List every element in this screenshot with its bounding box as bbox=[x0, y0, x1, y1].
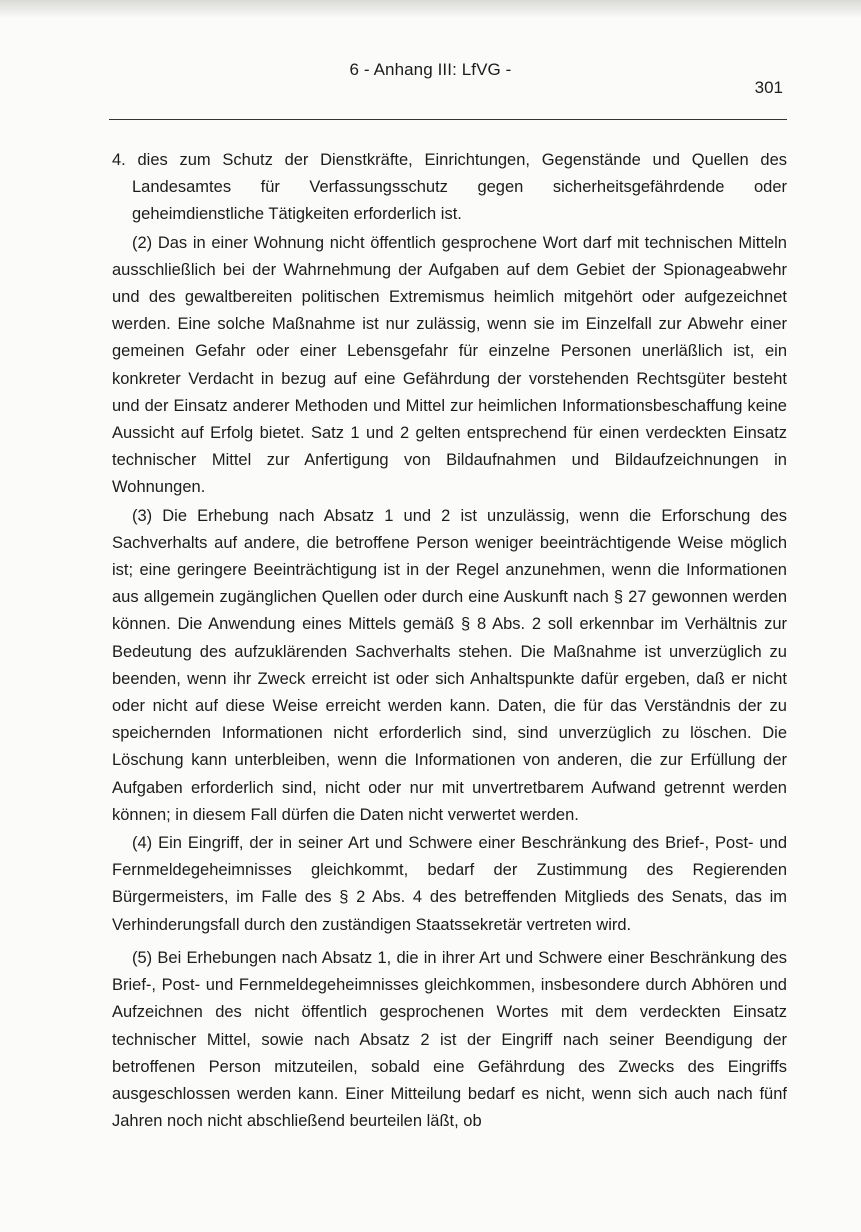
body-text bbox=[112, 147, 787, 1136]
scan-top-edge bbox=[0, 0, 861, 18]
paragraph-5: (5) Bei Erhebungen nach Absatz 1, die in ihrer Art und Schwere einer Beschränkung des Brief-, Post- und Fernmeldegeheimnisses gleichkommen, insbesondere durch Abhören und Aufzeichnen des nicht öffentlich gesprochenen Wortes mit dem verdeckten Einsatz technischer Mittel, sowie nach Absatz 2 ist der Eingriff nach seiner Beendigung der betroffenen Person mitzuteilen, sobald eine Gefährdung des Zwecks des Eingriffs ausgeschlossen werden kann. Einer Mitteilung bedarf es nicht, wenn sich auch nach fünf Jahren noch nicht abschließend beurteilen läßt, ob bbox=[112, 948, 787, 1131]
running-header: 6 - Anhang III: LfVG - bbox=[349, 60, 512, 79]
paragraph-4: (4) Ein Eingriff, der in seiner Art und Schwere einer Beschränkung des Brief-, Post- und Fernmeldegeheimnisses gleichkommt, bedarf der Zustimmung des Regierenden Bürgermeisters, im Falle des § 2 Abs. 4 des betreffenden Mitglieds des Senats, das im Verhinderungsfall durch den zuständigen Staatssekretär vertreten wird. bbox=[112, 834, 787, 934]
paragraph-3: (3) Die Erhebung nach Absatz 1 und 2 ist unzulässig, wenn die Erforschung des Sachverhalts auf andere, die betroffene Person weniger beeinträchtigende Weise möglich ist; eine geringere Beeinträchtigung ist in der Regel anzunehmen, wenn die Informationen aus allgemein zugänglichen Quellen oder durch eine Auskunft nach § 27 gewonnen werden können. Die Anwendung eines Mittels gemäß § 8 Abs. 2 soll erkennbar im Verhältnis zur Bedeutung des aufzuklärenden Sachverhalts stehen. Die Maßnahme ist unverzüglich zu beenden, wenn ihr Zweck erreicht ist oder sich Anhaltspunkte dafür ergeben, daß er nicht oder nicht auf diese Weise erreicht werden kann. Daten, die für das Verständnis der zu speichernden Informationen nicht erforderlich sind, sind unverzüglich zu löschen. Die Löschung kann unterbleiben, wenn die Informationen von anderen, die zur Erfüllung der Aufgaben erforderlich sind, nicht oder nur mit unvertretbarem Aufwand getrennt werden können; in diesem Fall dürfen die Daten nicht verwertet werden. bbox=[112, 506, 787, 824]
paragraph-2: (2) Das in einer Wohnung nicht öffentlich gesprochene Wort darf mit technischen Mitteln ausschließlich bei der Wahrnehmung der Aufgaben auf dem Gebiet der Spionageabwehr und des gewaltbereiten politischen Extremismus heimlich mitgehört oder aufgezeichnet werden. Eine solche Maßnahme ist nur zulässig, wenn sie im Einzelfall zur Abwehr einer gemeinen Gefahr oder einer Lebensgefahr für einzelne Personen unerläßlich ist, ein konkreter Verdacht in bezug auf eine Gefährdung der vorstehenden Rechtsgüter besteht und der Einsatz anderer Methoden und Mittel zur heimlichen Informationsbeschaffung keine Aussicht auf Erfolg bietet. Satz 1 und 2 gelten entsprechend für einen verdeckten Einsatz technischer Mittel zur Anfertigung von Bildaufnahmen und Bildaufzeichnungen in Wohnungen. bbox=[112, 233, 787, 497]
header-rule bbox=[109, 119, 787, 120]
page-number: 301 bbox=[754, 78, 783, 97]
list-item-4: 4. dies zum Schutz der Dienstkräfte, Einrichtungen, Gegenstände und Quellen des Landesamtes für Verfassungsschutz gegen sicherheitsgefährdende oder geheimdienstliche Tätigkeiten erforderlich ist. bbox=[112, 151, 787, 224]
